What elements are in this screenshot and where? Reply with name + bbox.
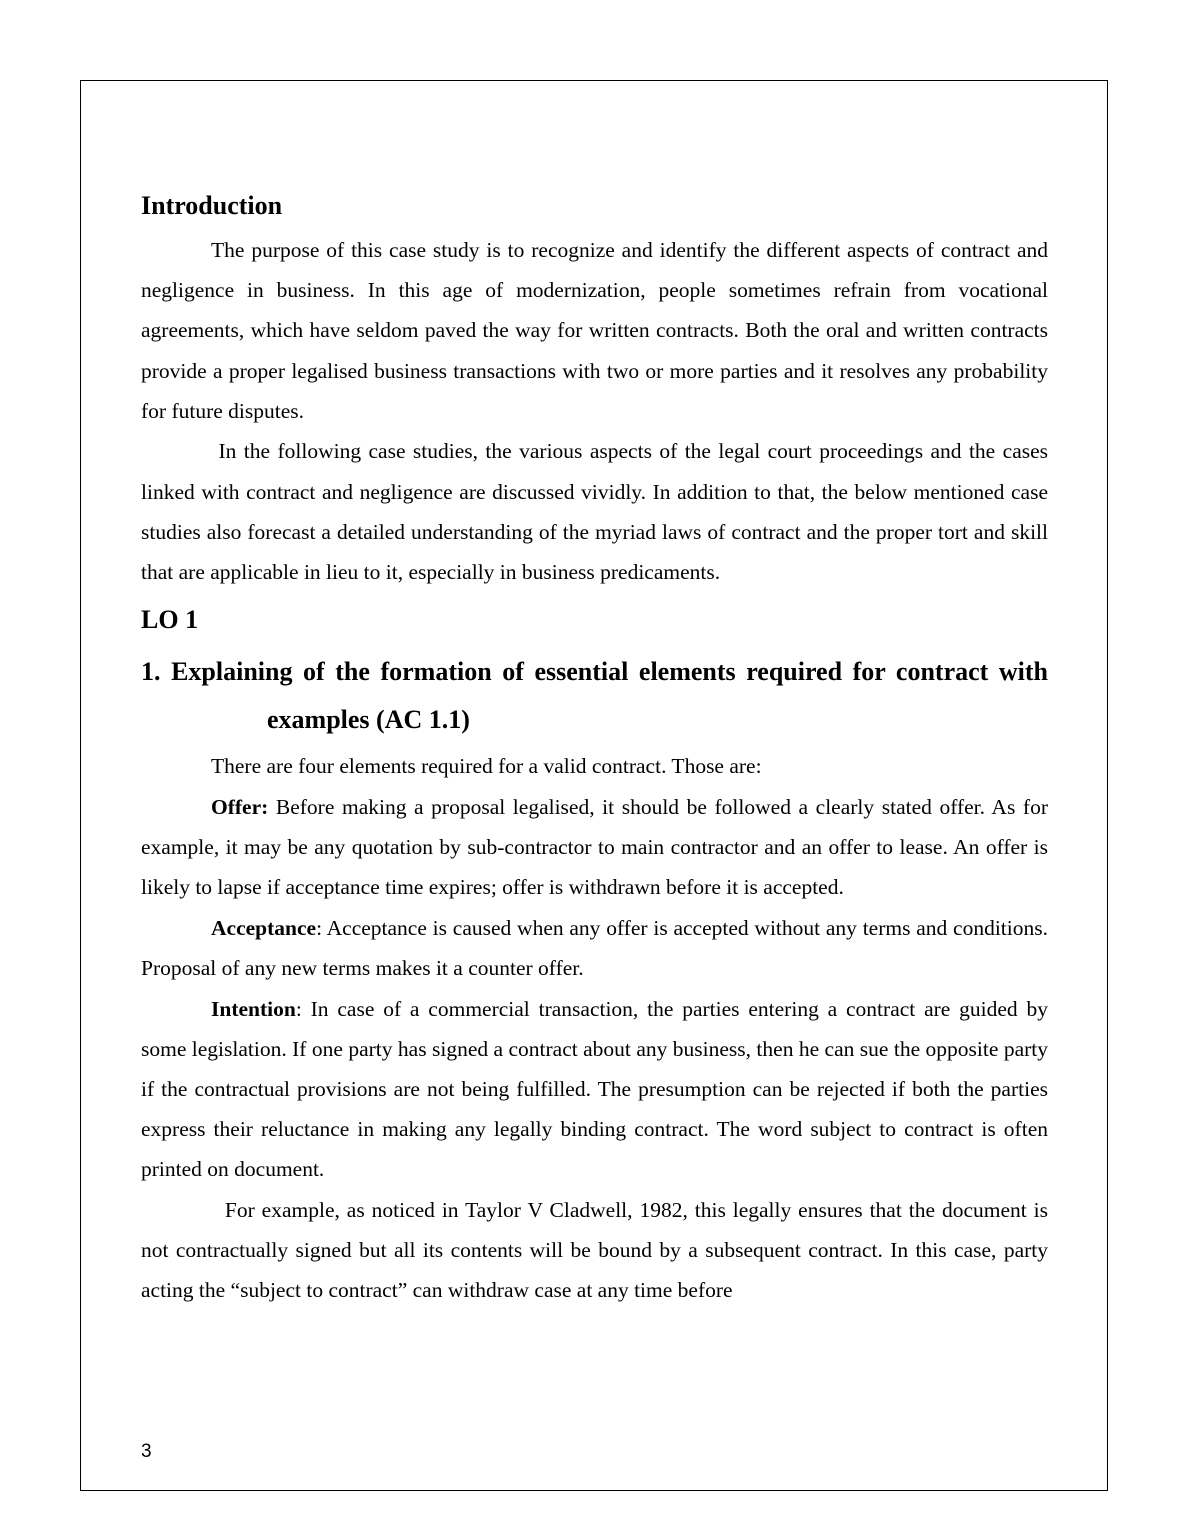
page-number: 3 (141, 1441, 152, 1462)
acceptance-paragraph (141, 908, 1048, 988)
introduction-heading: Introduction (141, 191, 283, 220)
intention-term: Intention (211, 996, 296, 1021)
document-body (141, 186, 1054, 1311)
lo-heading: LO 1 (141, 605, 199, 635)
intro-paragraph-2: In the following case studies, the various aspects of the legal court proceedings and the cases linked with contract and negligence are discussed vividly. In addition to that, the below mentioned case studies also forecast a detailed understanding of the myriad laws of contract and the proper tort and skill that are applicable in lieu to it, especially in business predicaments. (141, 439, 1054, 585)
example-paragraph: For example, as noticed in Taylor V Cladwell, 1982, this legally ensures that the document is not contractually signed but all its contents will be bound by a subsequent contract. In this case, party acting the “subject to contract” can withdraw case at any time before (141, 1198, 1054, 1303)
intention-text: : In case of a commercial transaction, the parties entering a contract are guided by some legislation. If one party has signed a contract about any business, then he can sue the opposite party if the contractual provisions are not being fulfilled. The presumption can be rejected if both the parties express their reluctance in making any legally binding contract. The word subject to contract is often printed on document. (141, 996, 1048, 1182)
acceptance-text: : Acceptance is caused when any offer is accepted without any terms and conditions. Proposal of any new terms makes it a counter offer. (141, 915, 1048, 981)
offer-paragraph (141, 787, 1048, 908)
acceptance-term: Acceptance (211, 915, 317, 940)
offer-text: Before making a proposal legalised, it should be followed a clearly stated offer. As for example, it may be any quotation by sub-contractor to main contractor and an offer to lease. An offer is likely to lapse if acceptance time expires; offer is withdrawn before it is accepted. (141, 794, 1048, 900)
intention-paragraph (141, 989, 1048, 1190)
section-heading: 1. Explaining of the formation of essential elements required for contract with examples (AC 1.1) (141, 657, 1048, 735)
offer-term: Offer: (211, 794, 269, 819)
intro-paragraph-1: The purpose of this case study is to recognize and identify the different aspects of contract and negligence in business. In this age of modernization, people sometimes refrain from vocational agreements, which have seldom paved the way for written contracts. Both the oral and written contracts provide a proper legalised business transactions with two or more parties and it resolves any probability for future disputes. (141, 238, 1048, 423)
elements-intro: There are four elements required for a valid contract. Those are: (211, 754, 762, 779)
